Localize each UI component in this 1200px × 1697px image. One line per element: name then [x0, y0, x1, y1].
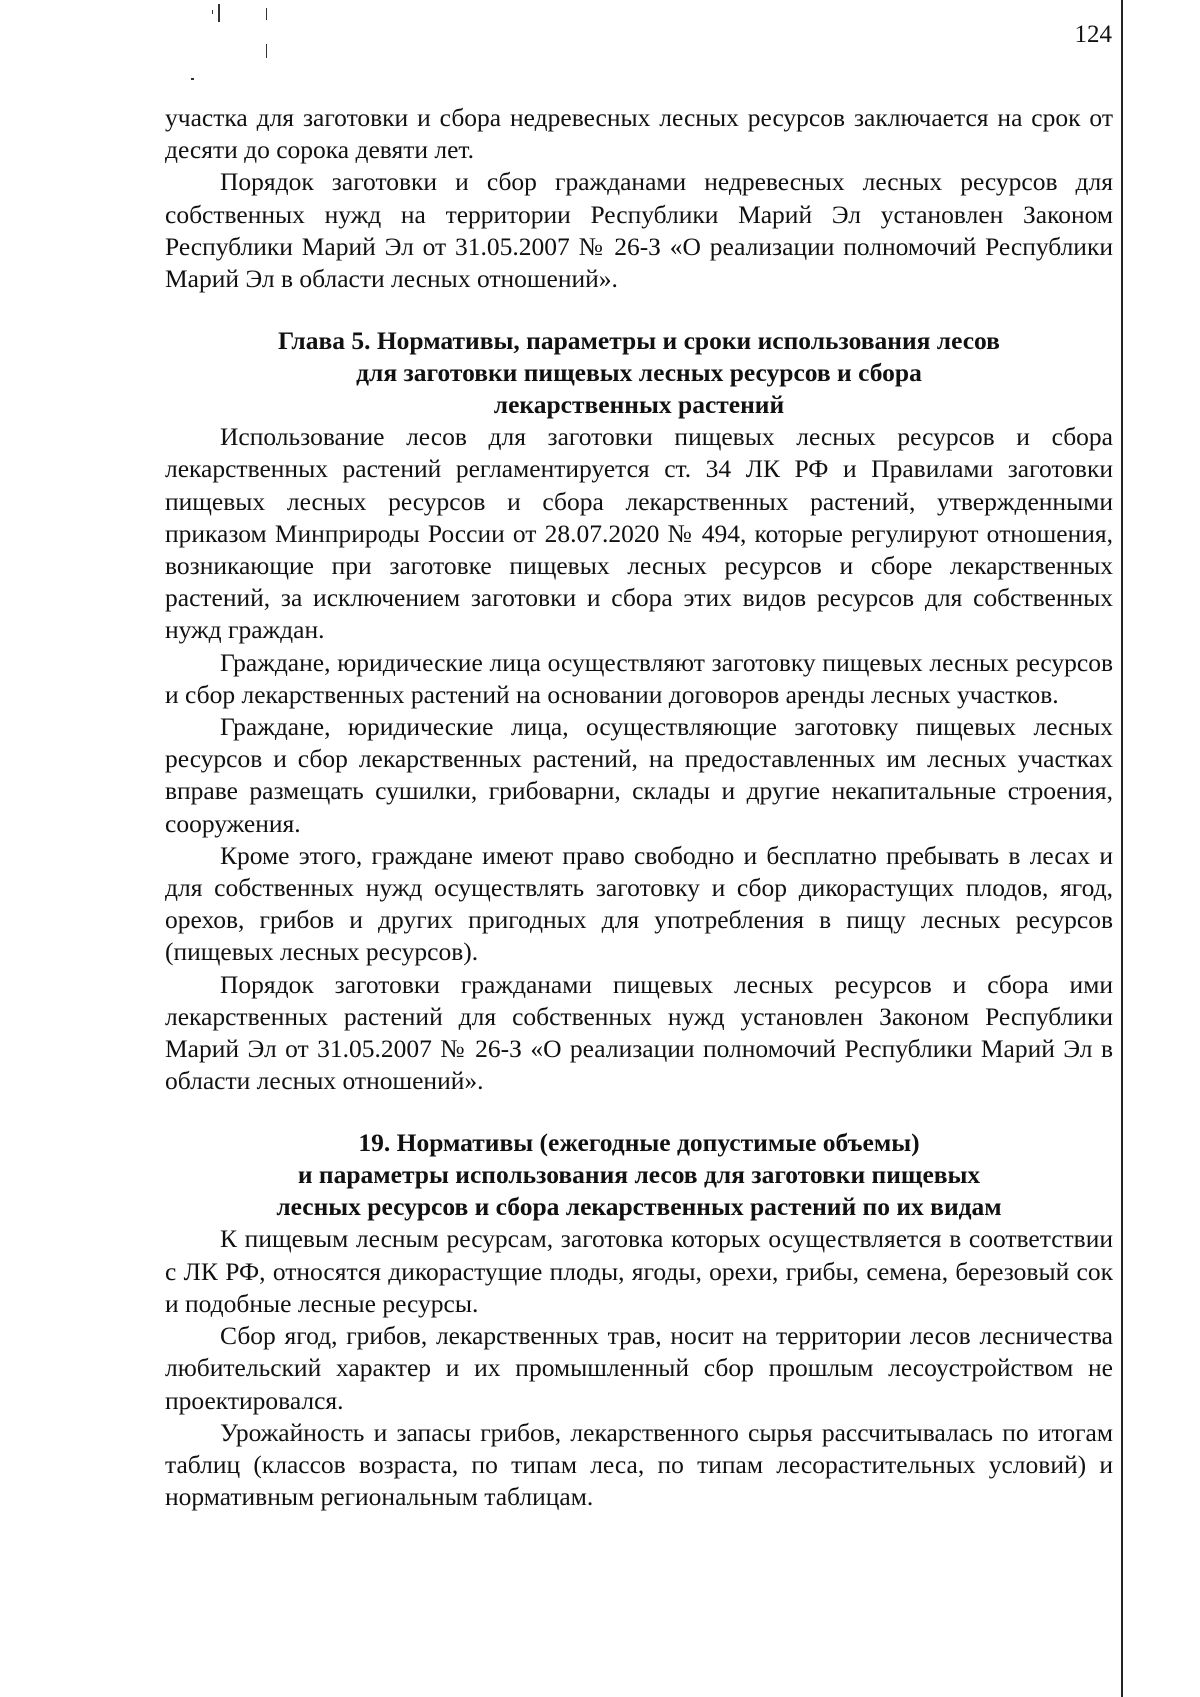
- paragraph: Порядок заготовки гражданами пищевых лесных ресурсов и сбора ими лекарственных растений для собственных нужд установлен Законом Республики Марий Эл от 31.05.2007 № 26-З «О реализации полномочий Республики Марий Эл в области лесных отношений».: [165, 969, 1113, 1096]
- section-heading-line: и параметры использования лесов для заготовки пищевых: [297, 1160, 981, 1190]
- section-heading-line: лесных ресурсов и сбора лекарственных растений по их видам: [276, 1192, 1002, 1222]
- scan-edge-line: [1121, 0, 1123, 1697]
- chapter-heading-line: лекарственных растений: [493, 390, 785, 420]
- chapter-heading-line: Глава 5. Нормативы, параметры и сроки использования лесов: [278, 326, 1000, 356]
- paragraph: Граждане, юридические лица, осуществляющие заготовку пищевых лесных ресурсов и сбор лекарственных растений, на предоставленных им лесных участках вправе размещать сушилки, грибоварни, склады и другие некапитальные строения, сооружения.: [165, 712, 1113, 838]
- scan-mark: [218, 4, 220, 22]
- paragraph: Порядок заготовки и сбор гражданами недревесных лесных ресурсов для собственных нужд на территории Республики Марий Эл установлен Законом Республики Марий Эл от 31.05.2007 № 26-З «О реализации полномочий Республики Марий Эл в области лесных отношений».: [165, 167, 1113, 294]
- scan-mark: [266, 8, 267, 20]
- scan-mark: [212, 10, 213, 14]
- chapter-heading-line: для заготовки пищевых лесных ресурсов и сбора: [356, 358, 922, 388]
- paragraph: Кроме этого, граждане имеют право свободно и бесплатно пребывать в лесах и для собственных нужд осуществлять заготовку и сбор дикорастущих плодов, ягод, орехов, грибов и других пригодных для употребления в пищу лесных ресурсов (пищевых лесных ресурсов).: [165, 840, 1113, 967]
- paragraph: участка для заготовки и сбора недревесных лесных ресурсов заключается на срок от десяти до сорока девяти лет.: [165, 103, 1113, 165]
- scan-mark: [191, 78, 194, 80]
- paragraph: Сбор ягод, грибов, лекарственных трав, носит на территории лесов лесничества любительский характер и их промышленный сбор прошлым лесоустройством не проектировался.: [165, 1321, 1113, 1415]
- page-number: 124: [1074, 21, 1112, 48]
- paragraph: К пищевым лесным ресурсам, заготовка которых осуществляется в соответствии с ЛК РФ, относятся дикорастущие плоды, ягоды, орехи, грибы, семена, березовый сок и подобные лесные ресурсы.: [165, 1224, 1113, 1318]
- scan-mark: [266, 44, 267, 58]
- paragraph: Урожайность и запасы грибов, лекарственного сырья рассчитывалась по итогам таблиц (классов возраста, по типам леса, по типам лесорастительных условий) и нормативным региональным таблицам.: [165, 1417, 1113, 1512]
- paragraph: Граждане, юридические лица осуществляют заготовку пищевых лесных ресурсов и сбор лекарственных растений на основании договоров аренды лесных участков.: [165, 647, 1113, 709]
- document-body: [165, 102, 1113, 1513]
- paragraph: Использование лесов для заготовки пищевых лесных ресурсов и сбора лекарственных растений регламентируется ст. 34 ЛК РФ и Правилами заготовки пищевых лесных ресурсов и сбора лекарственных растений, утвержденными приказом Минприроды России от 28.07.2020 № 494, которые регулируют отношения, возникающие при заготовке пищевых лесных ресурсов и сборе лекарственных растений, за исключением заготовки и сбора этих видов ресурсов для собственных нужд граждан.: [165, 422, 1113, 645]
- section-heading-line: 19. Нормативы (ежегодные допустимые объемы): [358, 1128, 920, 1158]
